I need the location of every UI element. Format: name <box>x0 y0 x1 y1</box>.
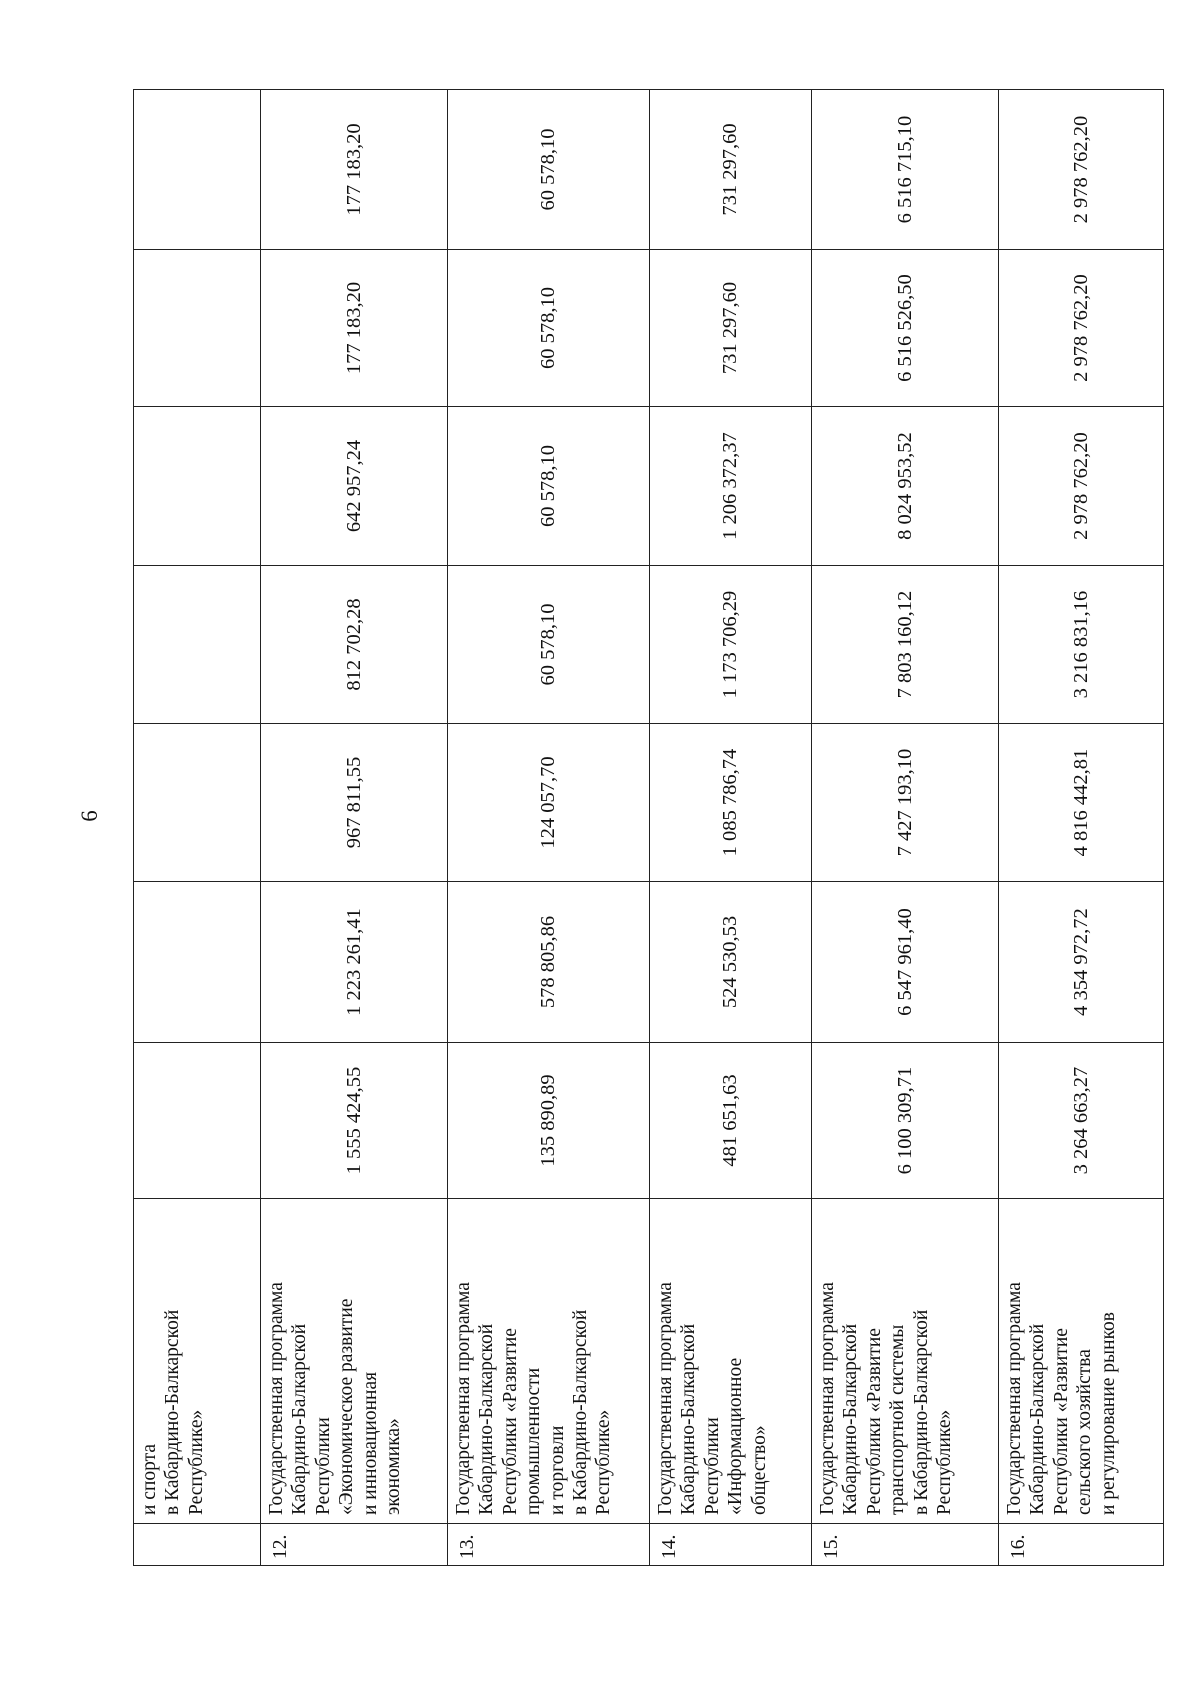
value-cell: 812 702,28 <box>261 566 448 724</box>
value-cell: 6 516 526,50 <box>812 250 999 407</box>
value-cell: 1 206 372,37 <box>650 407 812 566</box>
value-cell: 1 555 424,55 <box>261 1043 448 1199</box>
value-cell <box>134 724 261 882</box>
page-number: 6 <box>77 810 102 822</box>
value-cell: 642 957,24 <box>261 407 448 566</box>
program-name-cell: Государственная программа Кабардино-Балкарской Республики «Информационное общество» <box>650 1199 812 1524</box>
value-cell: 1 223 261,41 <box>261 882 448 1043</box>
program-name-cell: Государственная программа Кабардино-Балкарской Республики «Развитие промышленности и торговли в Кабардино-Балкарской Республике» <box>448 1199 650 1524</box>
value-cell: 524 530,53 <box>650 882 812 1043</box>
value-cell: 4 354 972,72 <box>999 882 1164 1043</box>
value-cell: 481 651,63 <box>650 1043 812 1199</box>
value-cell: 2 978 762,20 <box>999 407 1164 566</box>
value-cell <box>134 90 261 250</box>
program-name-cell: Государственная программа Кабардино-Балкарской Республики «Экономическое развитие и инновационная экономика» <box>261 1199 448 1524</box>
program-name-cell: Государственная программа Кабардино-Балкарской Республики «Развитие сельского хозяйства и регулирование рынков <box>999 1199 1164 1524</box>
value-cell: 60 578,10 <box>448 566 650 724</box>
value-cell: 1 085 786,74 <box>650 724 812 882</box>
table-row <box>999 90 1164 1566</box>
program-name-cell: Государственная программа Кабардино-Балкарской Республики «Развитие транспортной системы в Кабардино-Балкарской Республике» <box>812 1199 999 1524</box>
value-cell: 731 297,60 <box>650 250 812 407</box>
table-rotation-frame <box>133 90 1119 1566</box>
value-cell: 7 803 160,12 <box>812 566 999 724</box>
value-cell: 6 516 715,10 <box>812 90 999 250</box>
value-cell: 7 427 193,10 <box>812 724 999 882</box>
value-cell: 1 173 706,29 <box>650 566 812 724</box>
row-number-cell: 13. <box>448 1524 650 1566</box>
program-name-cell: и спорта в Кабардино-Балкарской Республике» <box>134 1199 261 1524</box>
value-cell: 3 264 663,27 <box>999 1043 1164 1199</box>
value-cell: 4 816 442,81 <box>999 724 1164 882</box>
value-cell: 60 578,10 <box>448 90 650 250</box>
table-row <box>134 90 261 1566</box>
table-row <box>448 90 650 1566</box>
value-cell: 135 890,89 <box>448 1043 650 1199</box>
row-number-cell: 12. <box>261 1524 448 1566</box>
value-cell <box>134 1043 261 1199</box>
value-cell: 60 578,10 <box>448 407 650 566</box>
rotated-budget-table-sheet <box>133 90 1119 1566</box>
row-number-cell <box>134 1524 261 1566</box>
value-cell <box>134 250 261 407</box>
value-cell: 731 297,60 <box>650 90 812 250</box>
value-cell: 3 216 831,16 <box>999 566 1164 724</box>
value-cell: 2 978 762,20 <box>999 250 1164 407</box>
row-number-cell: 15. <box>812 1524 999 1566</box>
value-cell: 124 057,70 <box>448 724 650 882</box>
value-cell: 8 024 953,52 <box>812 407 999 566</box>
value-cell: 2 978 762,20 <box>999 90 1164 250</box>
value-cell <box>134 882 261 1043</box>
row-number-cell: 16. <box>999 1524 1164 1566</box>
value-cell: 60 578,10 <box>448 250 650 407</box>
value-cell: 177 183,20 <box>261 90 448 250</box>
value-cell: 967 811,55 <box>261 724 448 882</box>
program-funding-table <box>133 89 1164 1566</box>
table-row <box>650 90 812 1566</box>
table-row <box>812 90 999 1566</box>
value-cell: 6 547 961,40 <box>812 882 999 1043</box>
value-cell: 177 183,20 <box>261 250 448 407</box>
value-cell <box>134 407 261 566</box>
value-cell: 578 805,86 <box>448 882 650 1043</box>
value-cell: 6 100 309,71 <box>812 1043 999 1199</box>
value-cell <box>134 566 261 724</box>
table-row <box>261 90 448 1566</box>
row-number-cell: 14. <box>650 1524 812 1566</box>
